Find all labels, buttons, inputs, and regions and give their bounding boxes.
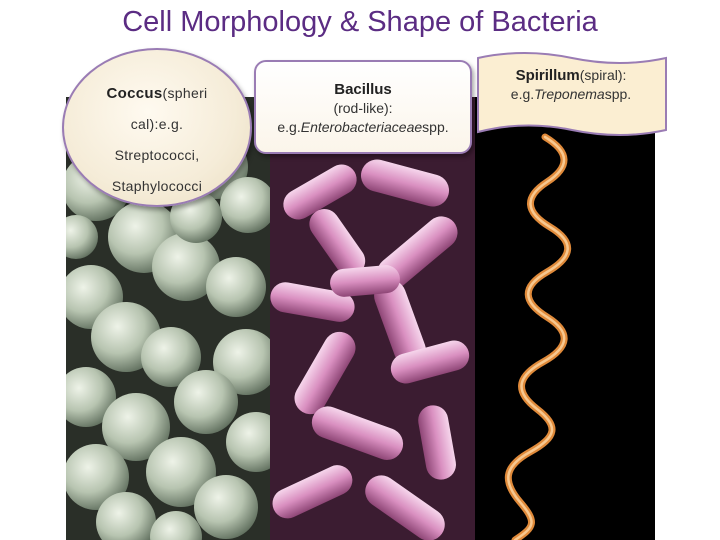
coccus-line-2: cal):e.g. [130,116,184,132]
coccus-name: Coccus [106,85,163,102]
spirillum-example-genus: Treponema [534,86,605,102]
coccus-line-3: Streptococci, [114,147,200,163]
spirillum-shape: (spiral): [579,67,627,83]
spirillum-example-prefix: e.g. [510,86,535,102]
slide-title: Cell Morphology & Shape of Bacteria [122,6,598,38]
bacillus-example [256,118,470,137]
spirillum-name: Spirillum [515,67,580,84]
coccus-line-4: Staphylococci [111,178,203,194]
bacillus-micrograph [270,97,475,540]
spirillum-micrograph [475,97,655,540]
coccus-shape-start: (spheri [162,85,208,101]
bacillus-example-genus: Enterobacteriaceae [300,119,423,135]
spirillum-heading [476,66,666,85]
bacillus-shape: (rod-like): [333,100,393,116]
bacillus-example-suffix: spp. [422,119,449,135]
coccus-line-1 [64,78,250,109]
spirillum-example [476,85,666,103]
bacillus-callout [254,60,472,154]
spirillum-example-suffix: spp. [604,86,632,102]
bacillus-name: Bacillus [334,81,392,98]
bacillus-example-prefix: e.g. [277,119,301,135]
spirillum-callout [476,52,668,142]
coccus-callout [62,48,252,207]
